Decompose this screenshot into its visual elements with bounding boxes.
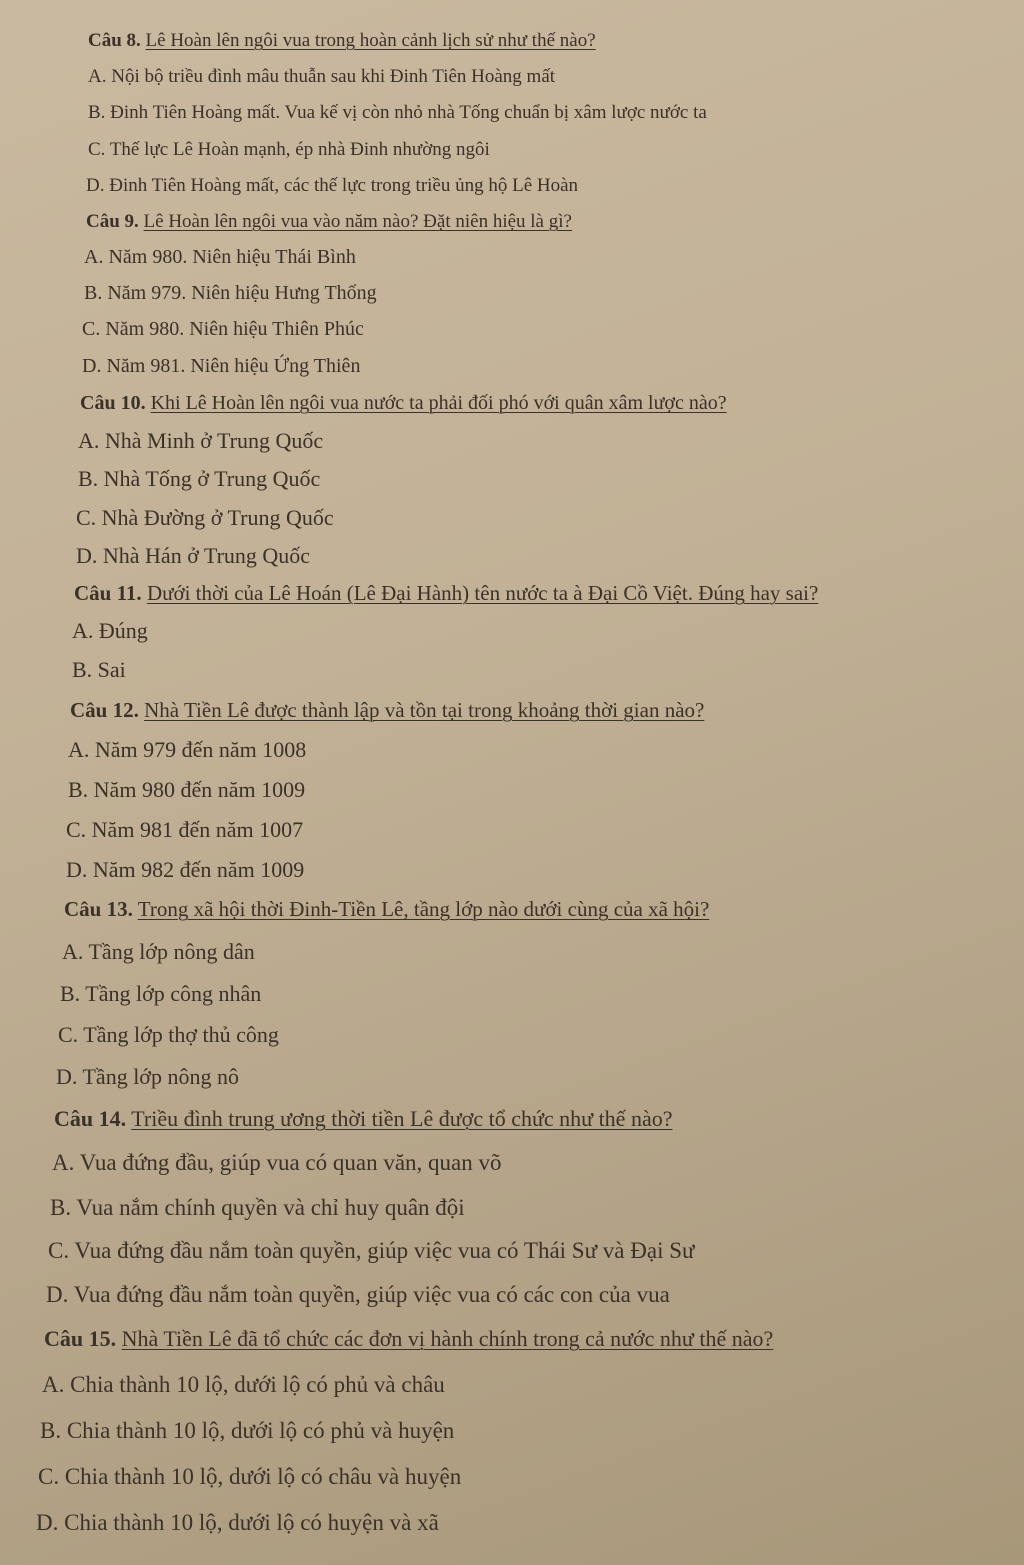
question-8 bbox=[88, 30, 596, 52]
question-text: Nhà Tiền Lê được thành lập và tồn tại trong khoảng thời gian nào? bbox=[144, 698, 705, 722]
question-number: Câu 13. bbox=[64, 897, 133, 921]
option-12d: D. Năm 982 đến năm 1009 bbox=[66, 857, 305, 882]
option-11b: B. Sai bbox=[72, 657, 126, 682]
option-8a: A. Nội bộ triều đình mâu thuẫn sau khi Đinh Tiên Hoàng mất bbox=[88, 66, 556, 87]
option-13c: C. Tầng lớp thợ thủ công bbox=[58, 1022, 279, 1047]
option-8b: B. Đinh Tiên Hoàng mất. Vua kế vị còn nhỏ nhà Tống chuẩn bị xâm lược nước ta bbox=[88, 102, 707, 123]
question-9 bbox=[86, 211, 572, 233]
question-number: Câu 14. bbox=[54, 1106, 127, 1131]
option-11a: A. Đúng bbox=[72, 618, 148, 643]
option-10d: D. Nhà Hán ở Trung Quốc bbox=[76, 543, 311, 568]
option-14a: A. Vua đứng đầu, giúp vua có quan văn, quan võ bbox=[52, 1150, 502, 1175]
option-12a: A. Năm 979 đến năm 1008 bbox=[68, 737, 307, 762]
question-text: Dưới thời của Lê Hoán (Lê Đại Hành) tên nước ta à Đại Cồ Việt. Đúng hay sai? bbox=[146, 581, 819, 605]
option-8c: C. Thế lực Lê Hoàn mạnh, ép nhà Đinh nhường ngôi bbox=[88, 139, 490, 160]
option-9a: A. Năm 980. Niên hiệu Thái Bình bbox=[84, 246, 356, 268]
question-11 bbox=[74, 581, 818, 606]
option-15c: C. Chia thành 10 lộ, dưới lộ có châu và huyện bbox=[38, 1464, 462, 1489]
question-13 bbox=[64, 897, 709, 922]
question-10 bbox=[80, 392, 727, 415]
option-10c: C. Nhà Đường ở Trung Quốc bbox=[76, 505, 334, 530]
option-15a: A. Chia thành 10 lộ, dưới lộ có phủ và châu bbox=[42, 1372, 445, 1397]
question-number: Câu 10. bbox=[80, 392, 146, 414]
question-number: Câu 12. bbox=[70, 698, 139, 722]
question-number: Câu 9. bbox=[86, 211, 139, 232]
question-text: Lê Hoàn lên ngôi vua trong hoàn cảnh lịch sử như thế nào? bbox=[145, 30, 596, 51]
option-9d: D. Năm 981. Niên hiệu Ứng Thiên bbox=[82, 355, 361, 377]
question-text: Lê Hoàn lên ngôi vua vào năm nào? Đặt niên hiệu là gì? bbox=[143, 211, 572, 232]
option-13a: A. Tầng lớp nông dân bbox=[62, 939, 255, 964]
question-text: Khi Lê Hoàn lên ngôi vua nước ta phải đối phó với quân xâm lược nào? bbox=[150, 392, 727, 414]
option-15b: B. Chia thành 10 lộ, dưới lộ có phủ và huyện bbox=[40, 1418, 455, 1443]
option-14c: C. Vua đứng đầu nắm toàn quyền, giúp việc vua có Thái Sư và Đại Sư bbox=[48, 1238, 695, 1263]
option-12b: B. Năm 980 đến năm 1009 bbox=[68, 777, 306, 802]
option-13b: B. Tầng lớp công nhân bbox=[60, 981, 262, 1006]
option-10a: A. Nhà Minh ở Trung Quốc bbox=[78, 428, 324, 453]
option-9c: C. Năm 980. Niên hiệu Thiên Phúc bbox=[82, 318, 364, 340]
option-15d: D. Chia thành 10 lộ, dưới lộ có huyện và xã bbox=[36, 1510, 439, 1535]
question-number: Câu 8. bbox=[88, 30, 141, 51]
option-12c: C. Năm 981 đến năm 1007 bbox=[66, 817, 304, 842]
question-15 bbox=[44, 1326, 773, 1352]
question-text: Nhà Tiền Lê đã tổ chức các đơn vị hành chính trong cả nước như thế nào? bbox=[121, 1326, 774, 1351]
option-13d: D. Tầng lớp nông nô bbox=[56, 1064, 239, 1089]
option-14b: B. Vua nắm chính quyền và chỉ huy quân đội bbox=[50, 1195, 465, 1220]
question-text: Trong xã hội thời Đinh-Tiền Lê, tầng lớp nào dưới cùng của xã hội? bbox=[137, 897, 710, 921]
question-14 bbox=[54, 1106, 672, 1132]
question-text: Triều đình trung ương thời tiền Lê được tổ chức như thế nào? bbox=[131, 1106, 673, 1131]
option-9b: B. Năm 979. Niên hiệu Hưng Thống bbox=[84, 282, 377, 304]
option-10b: B. Nhà Tống ở Trung Quốc bbox=[78, 466, 321, 491]
option-8d: D. Đinh Tiên Hoàng mất, các thế lực trong triều ủng hộ Lê Hoàn bbox=[86, 175, 579, 196]
question-12 bbox=[70, 698, 704, 723]
option-14d: D. Vua đứng đầu nắm toàn quyền, giúp việc vua có các con của vua bbox=[46, 1282, 670, 1307]
question-number: Câu 11. bbox=[74, 581, 142, 605]
question-number: Câu 15. bbox=[44, 1326, 117, 1351]
